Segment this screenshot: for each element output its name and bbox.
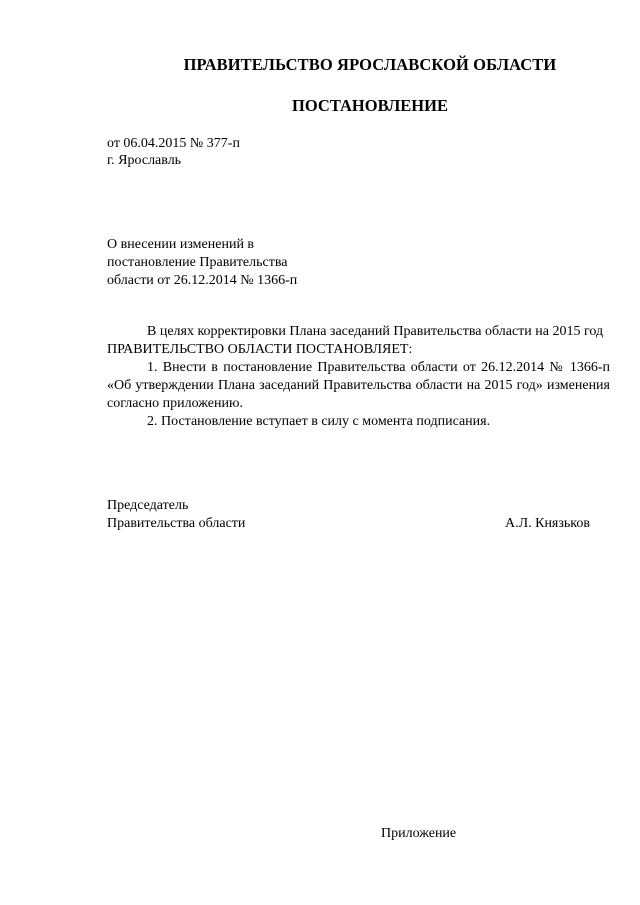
date-number: от 06.04.2015 № 377-п — [107, 136, 240, 151]
signer-name: А.Л. Князьков — [505, 516, 590, 531]
organization-title: ПРАВИТЕЛЬСТВО ЯРОСЛАВСКОЙ ОБЛАСТИ — [183, 55, 557, 74]
subject-line: области от 26.12.2014 № 1366-п — [107, 273, 298, 288]
document-body — [107, 323, 610, 431]
document-meta — [107, 135, 240, 169]
item-2-paragraph: 2. Постановление вступает в силу с момента подписания. — [147, 414, 491, 429]
signer-title-line1: Председатель — [107, 498, 189, 513]
signer-title-line2: Правительства области — [107, 516, 246, 531]
preamble-paragraph: В целях корректировки Плана заседаний Правительства области на 2015 год — [147, 324, 604, 339]
city: г. Ярославль — [107, 153, 182, 168]
resolves-paragraph: ПРАВИТЕЛЬСТВО ОБЛАСТИ ПОСТАНОВЛЯЕТ: — [107, 342, 413, 357]
appendix-label: Приложение — [381, 826, 457, 841]
signature-block — [107, 497, 590, 533]
signature-row — [107, 515, 590, 533]
subject-line: постановление Правительства — [107, 255, 288, 270]
subject-line: О внесении изменений в — [107, 237, 255, 252]
document-type-title: ПОСТАНОВЛЕНИЕ — [292, 96, 448, 115]
document-subject — [107, 236, 297, 290]
item-1-paragraph: 1. Внести в постановление Правительства области от 26.12.2014 № 1366-п «Об утверждении Плана заседаний Правительства области на 2015 год» изменения согласно приложению. — [107, 360, 610, 411]
